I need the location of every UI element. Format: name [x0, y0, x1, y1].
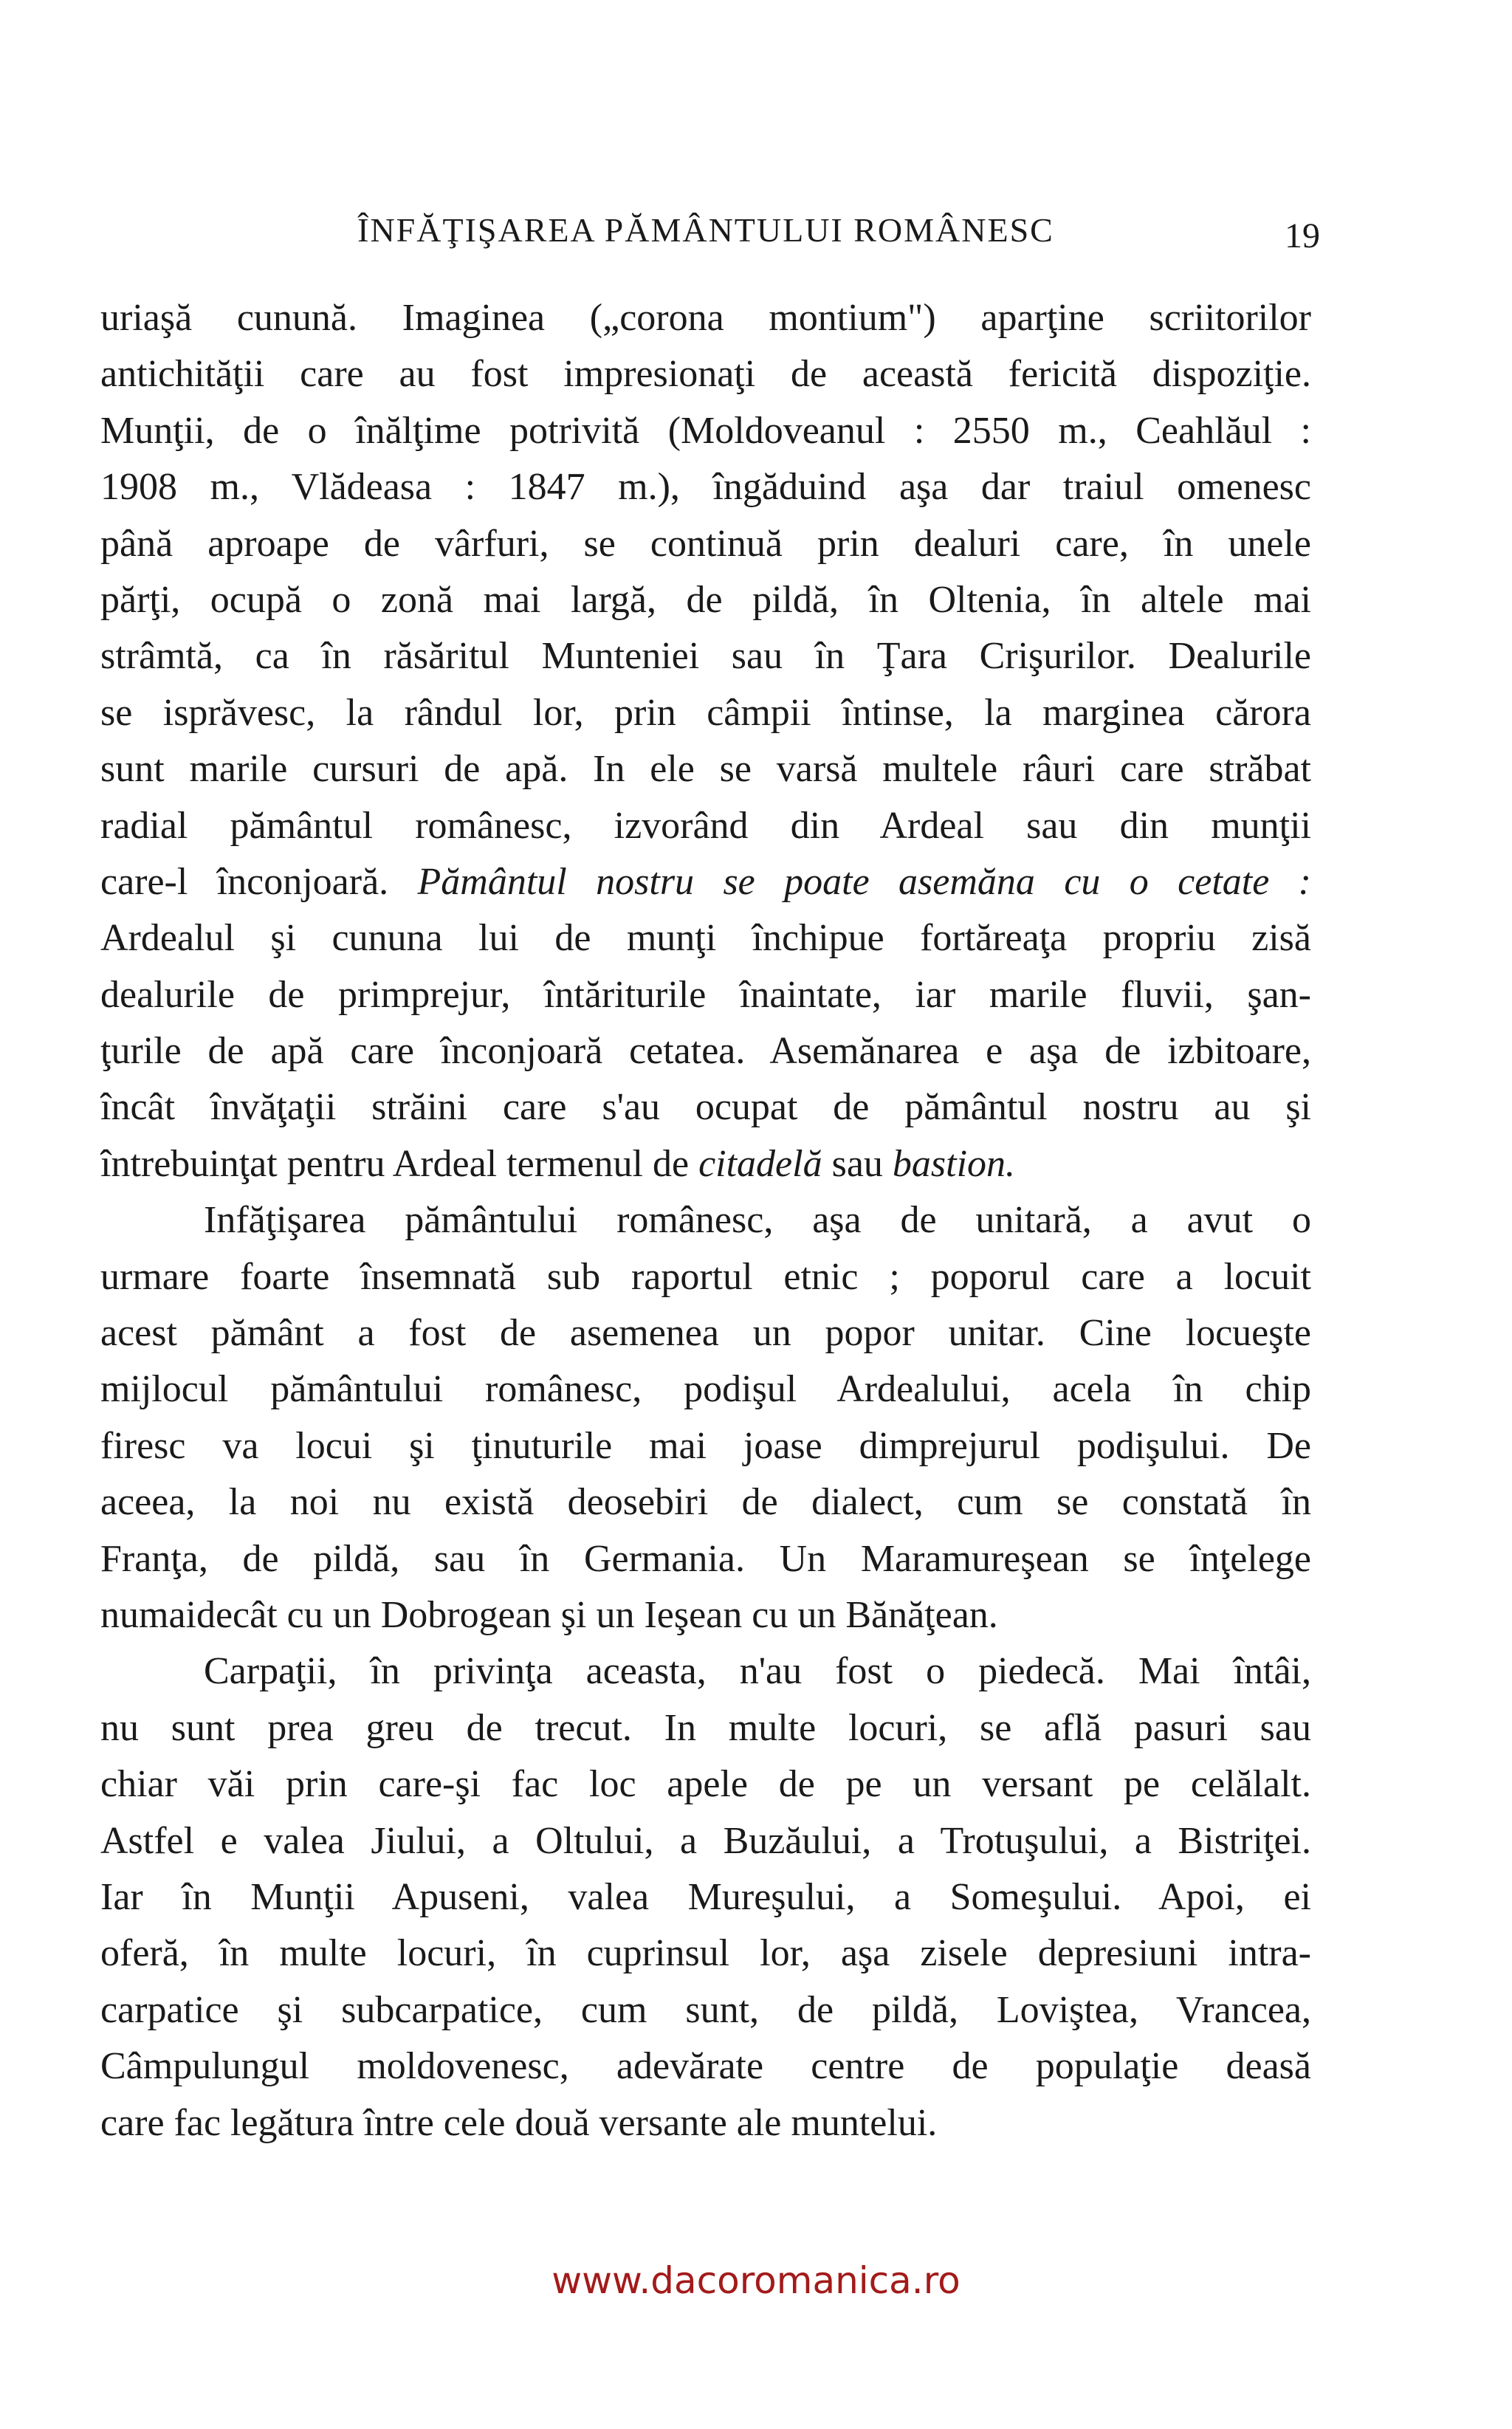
body-text: [100, 290, 1311, 2151]
page-number: 19: [1285, 216, 1320, 255]
text-segment: sau: [822, 1142, 893, 1185]
italic-phrase: Pământul nostru se poate asemăna cu o cetate :: [417, 860, 1311, 903]
text-line: până aproape de vârfuri, se continuă prin dealuri care, în unele: [100, 522, 1311, 565]
text-line: nu sunt prea greu de trecut. In multe locuri, se află pasuri sau: [100, 1706, 1311, 1749]
text-line: firesc va locui şi ţinuturile mai joase dimprejurul podişului. De: [100, 1424, 1311, 1467]
text-line: radial pământul românesc, izvorând din Ardeal sau din munţii: [100, 804, 1311, 847]
text-line: Iar în Munţii Apuseni, valea Mureşului, a Someşului. Apoi, ei: [100, 1875, 1311, 1918]
text-line: sunt marile cursuri de apă. In ele se varsă multele râuri care străbat: [100, 748, 1311, 791]
text-line: 1908 m., Vlădeasa : 1847 m.), îngăduind aşa dar traiul omenesc: [100, 466, 1311, 509]
italic-term: bastion.: [892, 1142, 1016, 1185]
text-line: ţurile de apă care înconjoară cetatea. Asemănarea e aşa de izbitoare,: [100, 1030, 1311, 1073]
text-line: Astfel e valea Jiului, a Oltului, a Buzăului, a Trotuşului, a Bistriţei.: [100, 1819, 1311, 1862]
text-line: aceea, la noi nu există deosebiri de dialect, cum se constată în: [100, 1481, 1311, 1524]
text-line: urmare foarte însemnată sub raportul etnic ; poporul care a locuit: [100, 1255, 1311, 1298]
text-line: mijlocul pământului românesc, podişul Ardealului, acela în chip: [100, 1368, 1311, 1411]
paragraph-start-line: Infăţişarea pământului românesc, aşa de unitară, a avut o: [204, 1199, 1311, 1242]
text-line: carpatice şi subcarpatice, cum sunt, de pildă, Loviştea, Vrancea,: [100, 1988, 1311, 2031]
text-segment: care-l înconjoară.: [100, 860, 418, 903]
text-line: încât învăţaţii străini care s'au ocupat de pământul nostru au şi: [100, 1086, 1311, 1129]
text-line: care fac legătura între cele două versante ale muntelui.: [100, 2101, 938, 2144]
text-line: [100, 854, 1311, 910]
paragraph-start-line: Carpaţii, în privinţa aceasta, n'au fost o piedecă. Mai întâi,: [204, 1650, 1311, 1693]
running-head: [100, 208, 1320, 255]
text-line: Câmpulungul moldovenesc, adevărate centre de populaţie deasă: [100, 2045, 1311, 2088]
text-segment: întrebuinţat pentru Ardeal termenul de: [100, 1142, 699, 1185]
text-line: [100, 1136, 1311, 1192]
text-line: chiar văi prin care-şi fac loc apele de pe un versant pe celălalt.: [100, 1763, 1311, 1806]
footer-url[interactable]: www.dacoromanica.ro: [551, 2259, 961, 2302]
text-line: Ardealul şi cununa lui de munţi închipue fortăreaţa propriu zisă: [100, 917, 1311, 960]
text-line: antichităţii care au fost impresionaţi de această fericită dispoziţie.: [100, 353, 1311, 396]
text-line: Munţii, de o înălţime potrivită (Moldoveanul : 2550 m., Ceahlăul :: [100, 409, 1311, 452]
running-title: ÎNFĂŢIŞAREA PĂMÂNTULUI ROMÂNESC: [357, 211, 1054, 249]
text-line: uriaşă cunună. Imaginea („corona montium") aparţine scriitorilor: [100, 297, 1311, 339]
text-line: dealurile de primprejur, întăriturile înaintate, iar marile fluvii, şan-: [100, 973, 1311, 1016]
text-line: părţi, ocupă o zonă mai largă, de pildă, în Oltenia, în altele mai: [100, 578, 1311, 621]
text-line: oferă, în multe locuri, în cuprinsul lor, aşa zisele depresiuni intra-: [100, 1932, 1311, 1975]
text-line: Franţa, de pildă, sau în Germania. Un Maramureşean se înţelege: [100, 1537, 1311, 1580]
text-line: numaidecât cu un Dobrogean şi un Ieşean cu un Bănăţean.: [100, 1593, 998, 1636]
text-line: acest pământ a fost de asemenea un popor unitar. Cine locueşte: [100, 1312, 1311, 1355]
text-line: se isprăvesc, la rândul lor, prin câmpii întinse, la marginea cărora: [100, 691, 1311, 734]
italic-term: citadelă: [698, 1142, 822, 1185]
text-line: strâmtă, ca în răsăritul Munteniei sau în Ţara Crişurilor. Dealurile: [100, 635, 1311, 678]
